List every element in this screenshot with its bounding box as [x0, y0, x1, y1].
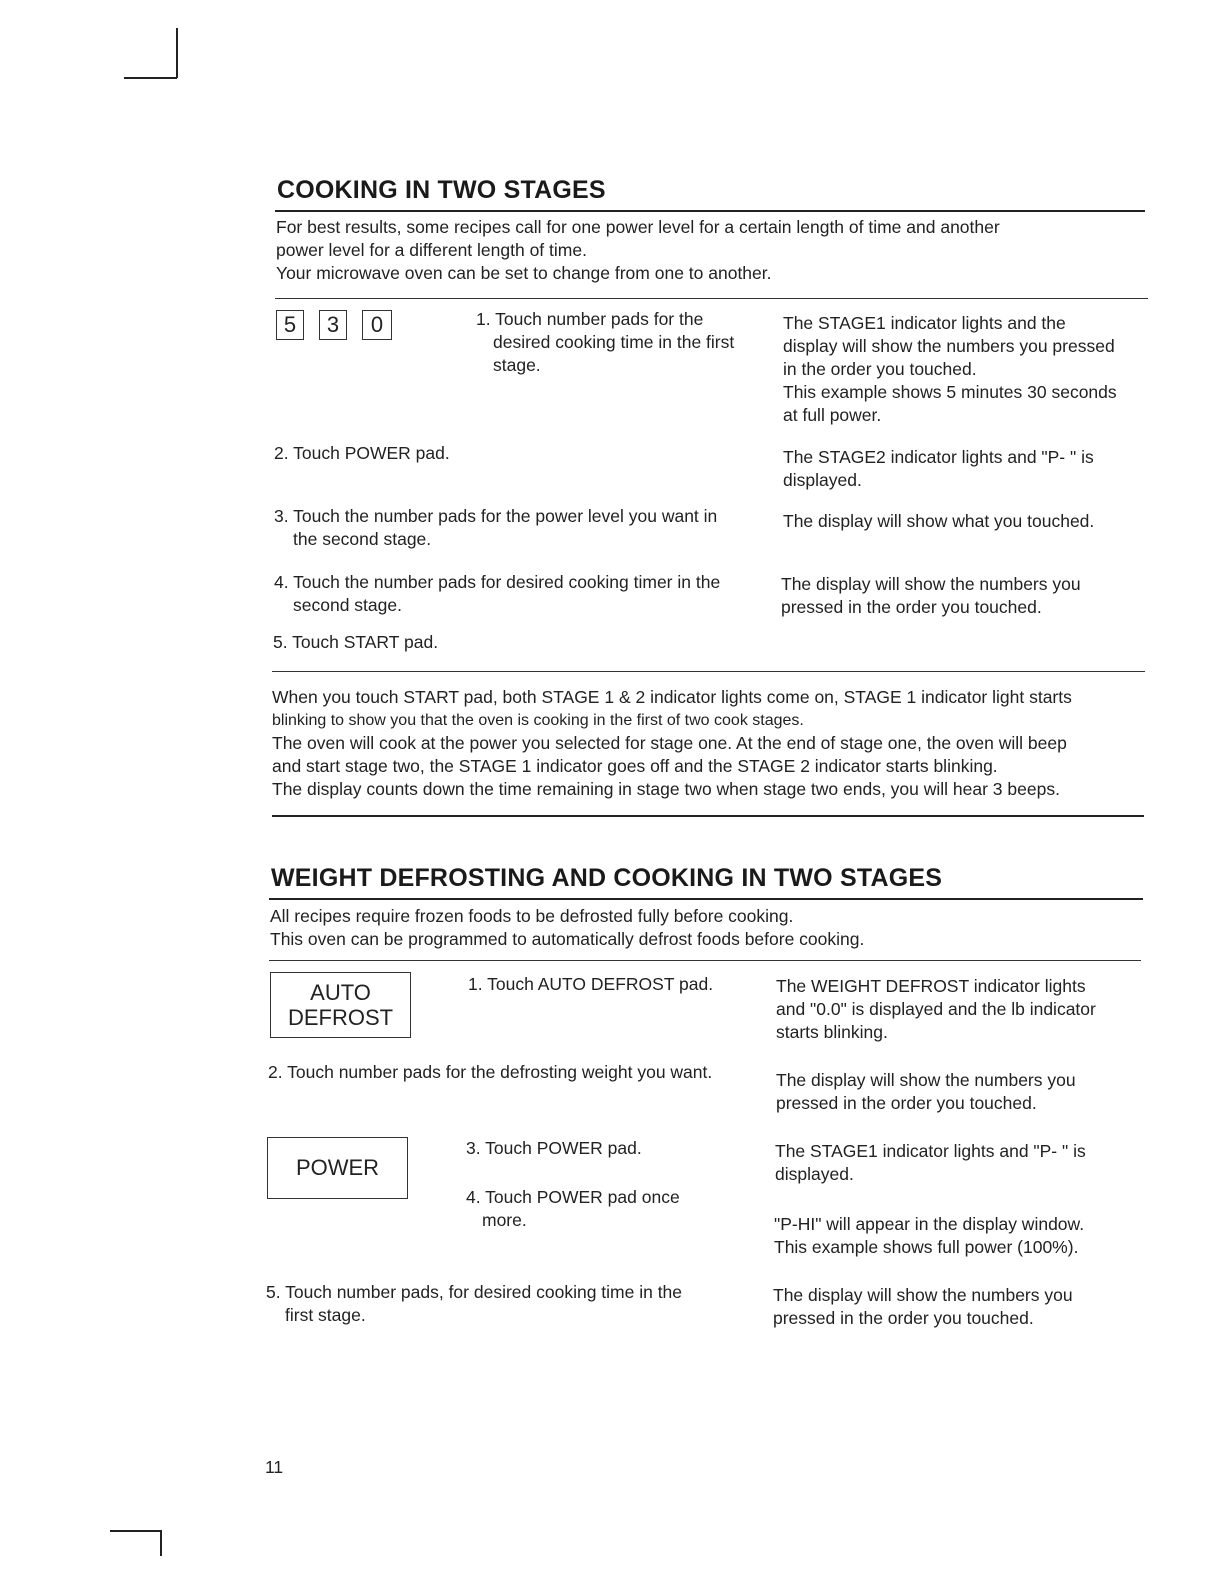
s2-step4-instruction [466, 1186, 756, 1232]
step4-instruction [274, 571, 769, 617]
section2-intro [270, 905, 1130, 951]
result-line: The display will show what you touched. [783, 511, 1095, 531]
step1-result [783, 312, 1153, 427]
result-line: The STAGE2 indicator lights and "P- " is [783, 447, 1094, 467]
page-number: 11 [265, 1457, 284, 1477]
result-line: The STAGE1 indicator lights and the [783, 313, 1066, 333]
step2-result [783, 446, 1153, 492]
instruction-line: 1. Touch number pads for the [476, 309, 704, 329]
s2-step3-instruction [466, 1137, 756, 1160]
step5-instruction [273, 631, 753, 654]
instruction-line: 5. Touch number pads, for desired cooking time in the [266, 1282, 683, 1302]
instruction-line: 3. Touch POWER pad. [466, 1138, 642, 1158]
result-line: pressed in the order you touched. [781, 597, 1042, 617]
instruction-line: 4. Touch the number pads for desired cooking timer in the [274, 572, 721, 592]
s2-step1-result [776, 975, 1146, 1044]
result-line: The display will show the numbers you [773, 1285, 1073, 1305]
number-pad-0: 0 [362, 310, 392, 340]
instruction-line: desired cooking time in the first [493, 332, 735, 352]
step3-instruction [274, 505, 769, 551]
instruction-line: 2. Touch number pads for the defrosting weight you want. [268, 1062, 713, 1082]
note-line: The display counts down the time remaining in stage two when stage two ends, you will hear 3 beeps. [272, 779, 1060, 799]
result-line: at full power. [783, 405, 882, 425]
section1-note-rule [272, 815, 1144, 817]
result-line: and "0.0" is displayed and the lb indicator [776, 999, 1096, 1019]
instruction-line: 3. Touch the number pads for the power level you want in [274, 506, 718, 526]
intro-line: power level for a different length of time. [276, 240, 587, 260]
s2-step3-result [775, 1140, 1145, 1186]
intro-line: Your microwave oven can be set to change from one to another. [276, 263, 772, 283]
section2-intro-rule [269, 960, 1141, 961]
section1-intro [276, 216, 1136, 285]
result-line: The WEIGHT DEFROST indicator lights [776, 976, 1086, 996]
result-line: This example shows full power (100%). [774, 1237, 1079, 1257]
instruction-line: second stage. [293, 595, 402, 615]
result-line: in the order you touched. [783, 359, 977, 379]
s2-step5-result [773, 1284, 1143, 1330]
result-line: The STAGE1 indicator lights and "P- " is [775, 1141, 1086, 1161]
section1-steps-rule [272, 671, 1145, 672]
result-line: "P-HI" will appear in the display window. [774, 1214, 1085, 1234]
result-line: starts blinking. [776, 1022, 888, 1042]
step1-instruction [476, 308, 766, 377]
intro-line: For best results, some recipes call for one power level for a certain length of time and another [276, 217, 1000, 237]
instruction-line: the second stage. [293, 529, 432, 549]
instruction-line: 2. Touch POWER pad. [274, 443, 450, 463]
crop-mark-top-vertical [176, 28, 178, 78]
step2-instruction [274, 442, 754, 465]
auto-defrost-pad-line: AUTO [310, 980, 371, 1005]
crop-mark-top-horizontal [124, 77, 177, 79]
note-line: blinking to show you that the oven is cooking in the first of two cook stages. [272, 712, 804, 729]
section1-intro-rule [275, 298, 1148, 299]
section1-title-rule [275, 210, 1145, 212]
intro-line: All recipes require frozen foods to be defrosted fully before cooking. [270, 906, 794, 926]
result-line: pressed in the order you touched. [773, 1308, 1034, 1328]
instruction-line: first stage. [285, 1305, 366, 1325]
instruction-line: stage. [493, 355, 541, 375]
note-line: and start stage two, the STAGE 1 indicator goes off and the STAGE 2 indicator starts blinking. [272, 756, 998, 776]
section1-note [272, 686, 1152, 801]
s2-step5-instruction [266, 1281, 756, 1327]
instruction-line: 5. Touch START pad. [273, 632, 439, 652]
instruction-line: more. [482, 1210, 527, 1230]
auto-defrost-pad [270, 972, 411, 1038]
number-pad-5: 5 [276, 310, 304, 340]
s2-step2-instruction [268, 1061, 758, 1084]
step3-result [783, 510, 1153, 533]
number-pad-3: 3 [319, 310, 347, 340]
crop-mark-bottom-vertical [160, 1530, 162, 1556]
intro-line: This oven can be programmed to automatically defrost foods before cooking. [270, 929, 865, 949]
crop-mark-bottom-horizontal [110, 1530, 162, 1532]
s2-step2-result [776, 1069, 1146, 1115]
power-pad: POWER [267, 1137, 408, 1199]
result-line: displayed. [783, 470, 862, 490]
note-line: The oven will cook at the power you selected for stage one. At the end of stage one, the oven will beep [272, 733, 1067, 753]
result-line: This example shows 5 minutes 30 seconds [783, 382, 1117, 402]
section1-title: COOKING IN TWO STAGES [277, 176, 606, 204]
auto-defrost-pad-line: DEFROST [287, 1005, 394, 1030]
note-line: When you touch START pad, both STAGE 1 & 2 indicator lights come on, STAGE 1 indicator light starts [272, 687, 1072, 707]
result-line: The display will show the numbers you [781, 574, 1081, 594]
result-line: displayed. [775, 1164, 854, 1184]
s2-step4-result [774, 1213, 1154, 1259]
result-line: display will show the numbers you pressed [783, 336, 1115, 356]
section2-title-rule [269, 898, 1143, 900]
s2-step1-instruction [468, 973, 758, 996]
section2-title: WEIGHT DEFROSTING AND COOKING IN TWO STAGES [271, 864, 943, 892]
result-line: The display will show the numbers you [776, 1070, 1076, 1090]
instruction-line: 1. Touch AUTO DEFROST pad. [468, 974, 714, 994]
instruction-line: 4. Touch POWER pad once [466, 1187, 680, 1207]
result-line: pressed in the order you touched. [776, 1093, 1037, 1113]
step4-result [781, 573, 1151, 619]
